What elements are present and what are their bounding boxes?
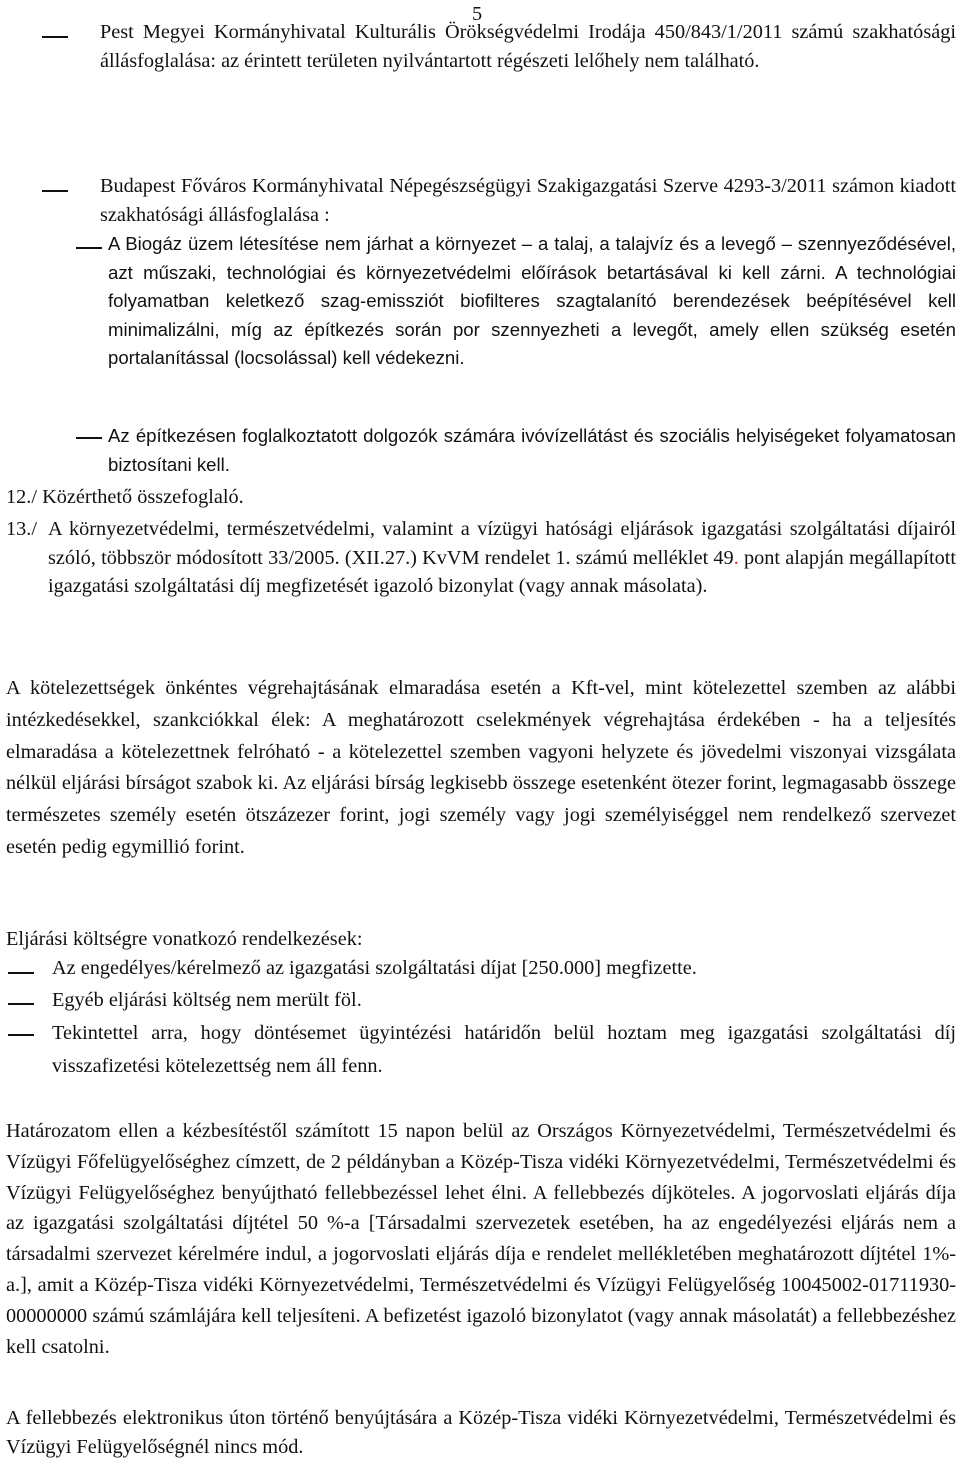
obligations-text: A kötelezettségek önkéntes végrehajtásának elmaradása esetén a Kft-vel, mint kötelezettel szemben az alábbi intézkedésekkel, szankciókkal élek: A meghatározott cselekmények végrehajtása érdekében - ha a teljesítés elmaradása a kötelezettnek felróható - a kötelezettel szemben vagyoni helyzete és jövedelmi viszonyai vizsgálata nélkül eljárási bírságot szabok ki. Az eljárási bírság legkisebb összege esetenként ötezer forint, legmagasabb összege természetes személy esetén ötszázezer forint, jogi személy vagy jogi személyiséggel nem rendelkező szervezet esetén pedig egymillió forint. bbox=[6, 677, 956, 858]
sub-bullet-1-text: A Biogáz üzem létesítése nem járhat a környezet – a talaj, a talajvíz és a levegő – szennyeződésével, azt műszaki, technológiai és környezetvédelmi előírások betartásával ki kell zárni. A technológiai folyamatban keletkező szag-emissziót biofilteres szagtalanító berendezések beépítésével kell minimalizálni, míg az építkezés során por szennyezheti a levegőt, amely ellen szükség esetén portalanítással (locsolással) kell védekezni. bbox=[108, 233, 956, 368]
dash-bullet-icon bbox=[8, 1003, 34, 1005]
item-13-dot: . bbox=[733, 546, 739, 569]
item-13-text-b: pont alapján megállapított igazgatási szolgáltatási díj megfizetését igazoló bizonylat (vagy annak másolata). bbox=[48, 546, 956, 597]
sub-bullet-2-text: Az építkezésen foglalkoztatott dolgozók számára ivóvízellátást és szociális helyiségeket folyamatosan biztosítani kell. bbox=[108, 425, 956, 475]
dash-bullet-icon bbox=[42, 36, 68, 38]
item-13-number: 13./ bbox=[6, 518, 37, 540]
obligations-paragraph bbox=[6, 673, 956, 864]
bullet-1 bbox=[100, 18, 956, 75]
sub-bullet-1 bbox=[108, 230, 956, 373]
item-12 bbox=[6, 483, 956, 512]
dash-bullet-icon bbox=[8, 972, 34, 974]
item-12-text: Közérthető összefoglaló. bbox=[42, 486, 244, 508]
cost-item-2-text: Egyéb eljárási költség nem merült föl. bbox=[52, 989, 362, 1011]
cost-item-3-text: Tekintettel arra, hogy döntésemet ügyintézési határidőn belül hoztam meg igazgatási szolgáltatási díj visszafizetési kötelezettség nem áll fenn. bbox=[52, 1022, 956, 1077]
page-number: 5 bbox=[472, 3, 483, 25]
item-13-text-a: A környezetvédelmi, természetvédelmi, valamint a vízügyi hatósági eljárások igazgatási szolgáltatási díjairól szóló, többször módosított 33/2005. (XII.27.) KvVM rendelet 1. számú melléklet 49 bbox=[48, 518, 956, 569]
cost-item-3 bbox=[52, 1017, 956, 1083]
appeal-text: Határozatom ellen a kézbesítéstől számított 15 napon belül az Országos Környezetvédelmi, Természetvédelmi és Vízügyi Főfelügyelőséghez címzett, de 2 példányban a Közép-Tisza vidéki Környezetvédelmi, Természetvédelmi és Vízügyi Felügyelőséghez benyújtható fellebbezéssel lehet élni. A fellebbezés díjköteles. A jogorvoslati eljárás díja az igazgatási szolgáltatási díjtétel 50 %-a [Társadalmi szervezetek esetében, ha az engedélyezési eljárás nem a társadalmi szervezet kérelmére indul, a jogorvoslati eljárás díja e rendelet mellékletében meghatározott díjtétel 1%-a.], amit a Közép-Tisza vidéki Környezetvédelmi, Természetvédelmi és Vízügyi Felügyelőség 10045002-01711930-00000000 számú számlájára kell teljesíteni. A befizetést igazoló bizonylatot (vagy annak másolatát) a fellebbezéshez kell csatolni. bbox=[6, 1120, 956, 1358]
item-13 bbox=[48, 515, 956, 601]
cost-item-1 bbox=[52, 954, 956, 983]
cost-item-2 bbox=[52, 986, 956, 1015]
costs-heading: Eljárási költségre vonatkozó rendelkezések: bbox=[6, 928, 363, 950]
dash-bullet-icon bbox=[76, 437, 102, 439]
appeal-paragraph bbox=[6, 1116, 956, 1362]
item-12-number: 12./ bbox=[6, 486, 37, 508]
sub-bullet-2 bbox=[108, 422, 956, 479]
bullet-1-text: Pest Megyei Kormányhivatal Kulturális Örökségvédelmi Irodája 450/843/1/2011 számú szakhatósági állásfoglalása: az érintett területen nyilvántartott régészeti lelőhely nem található. bbox=[100, 21, 956, 72]
cost-item-1-text: Az engedélyes/kérelmező az igazgatási szolgáltatási díjat [250.000] megfizette. bbox=[52, 957, 697, 979]
electronic-submission-text: A fellebbezés elektronikus úton történő benyújtására a Közép-Tisza vidéki Környezetvédelmi, Természetvédelmi és Vízügyi Felügyelőségnél nincs mód. bbox=[6, 1407, 956, 1458]
dash-bullet-icon bbox=[8, 1034, 34, 1036]
dash-bullet-icon bbox=[76, 247, 102, 249]
bullet-2 bbox=[100, 172, 956, 229]
electronic-submission-paragraph bbox=[6, 1404, 956, 1462]
dash-bullet-icon bbox=[42, 190, 68, 192]
bullet-2-text: Budapest Főváros Kormányhivatal Népegészségügyi Szakigazgatási Szerve 4293-3/2011 számon kiadott szakhatósági állásfoglalása : bbox=[100, 175, 956, 226]
